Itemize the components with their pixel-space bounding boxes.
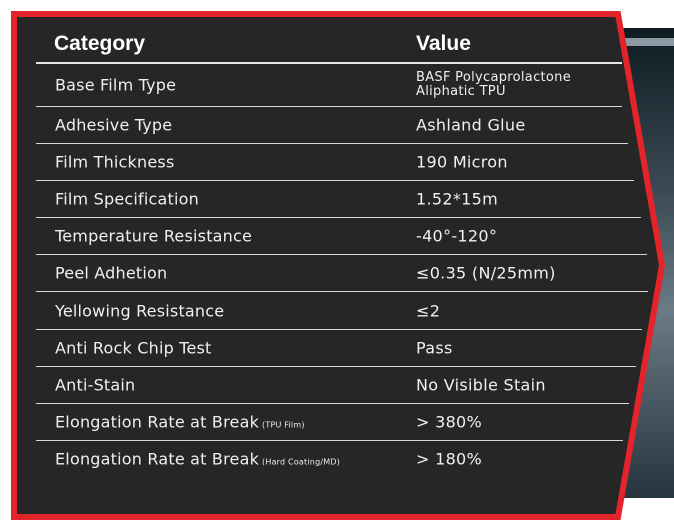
table-row	[36, 107, 628, 144]
row-value: ≤0.35 (N/25mm)	[416, 263, 556, 283]
row-value: -40°-120°	[416, 226, 498, 246]
row-category: Base Film Type	[55, 75, 177, 95]
table-row	[36, 144, 634, 181]
row-category: Film Specification	[55, 189, 199, 209]
table-header	[36, 28, 622, 64]
row-value: 1.52*15m	[416, 189, 498, 209]
table-row	[36, 367, 629, 404]
row-category: Anti-Stain	[55, 375, 136, 395]
header-value: Value	[416, 32, 471, 55]
row-category-note: (TPU Film)	[262, 420, 305, 430]
row-value-line1: BASF Polycaprolactone	[416, 70, 571, 85]
row-category	[55, 450, 340, 469]
row-category: Temperature Resistance	[55, 226, 253, 246]
row-category: Film Thickness	[55, 152, 175, 172]
row-category	[55, 413, 305, 432]
table-row	[36, 218, 647, 255]
row-value: Pass	[416, 338, 453, 358]
row-value: 190 Micron	[416, 152, 508, 172]
header-category: Category	[54, 32, 146, 55]
table-row	[36, 64, 622, 107]
table-row	[36, 441, 616, 477]
row-category: Peel Adhetion	[55, 263, 168, 283]
row-category: Adhesive Type	[55, 115, 173, 135]
row-category-note: (Hard Coating/MD)	[262, 457, 341, 467]
row-value: Ashland Glue	[416, 115, 526, 135]
row-value-line2: Aliphatic TPU	[416, 84, 506, 99]
row-value: No Visible Stain	[416, 375, 546, 395]
row-category-text: Elongation Rate at Break	[55, 412, 260, 432]
table-row	[36, 293, 642, 330]
table-row	[36, 404, 623, 441]
table-row	[36, 181, 641, 218]
row-category-text: Elongation Rate at Break	[55, 449, 260, 469]
row-value	[416, 71, 616, 99]
row-category: Yellowing Resistance	[55, 301, 225, 321]
table-row	[36, 330, 636, 367]
row-value: ≤2	[416, 301, 441, 321]
table-row	[36, 255, 648, 292]
row-category: Anti Rock Chip Test	[55, 338, 212, 358]
row-value: > 380%	[416, 412, 483, 432]
row-value: > 180%	[416, 449, 483, 469]
